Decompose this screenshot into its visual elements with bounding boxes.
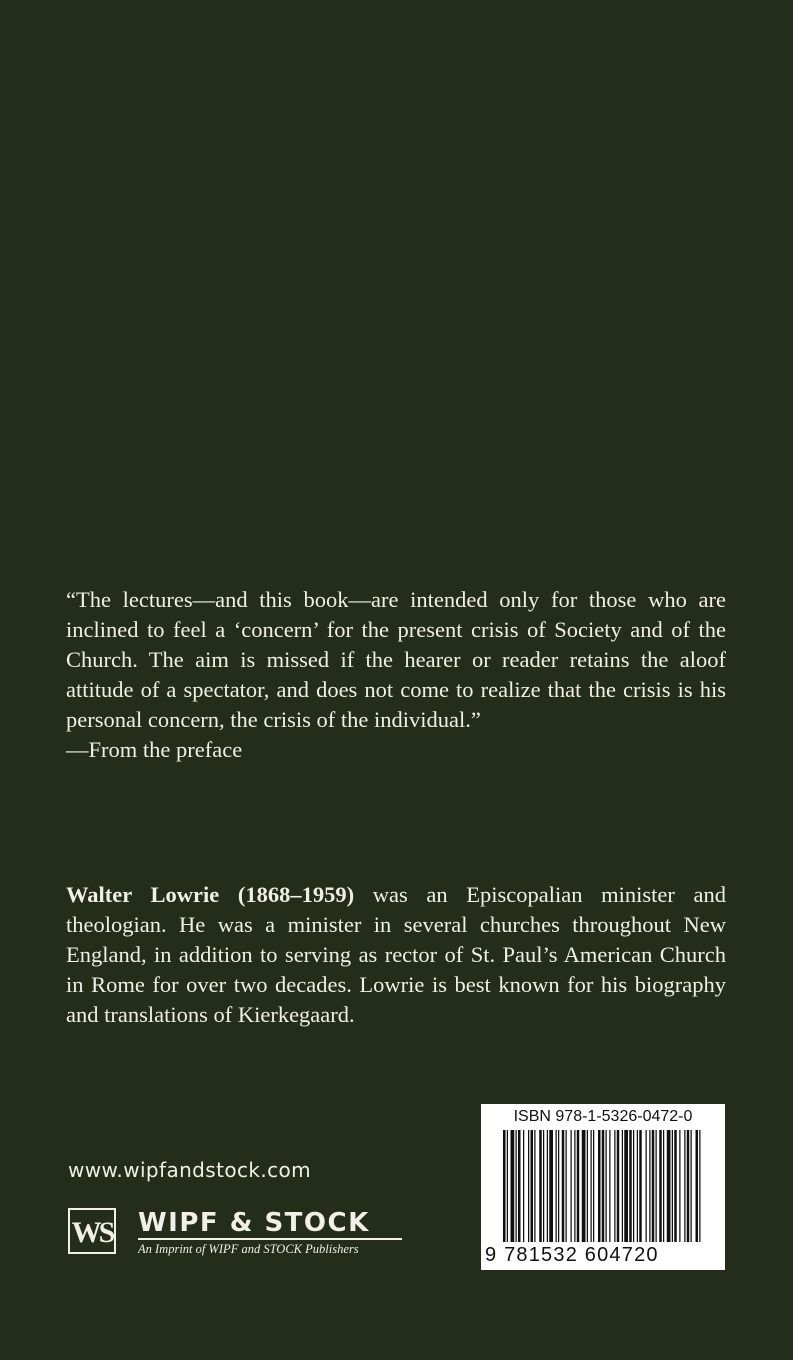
barcode-bar — [659, 1130, 662, 1242]
barcode-bar — [574, 1130, 575, 1242]
publisher-name: WIPF & STOCK — [138, 1208, 370, 1238]
barcode-bar — [652, 1130, 655, 1242]
barcode-bar — [558, 1130, 559, 1242]
barcode-bar — [566, 1130, 567, 1242]
barcode-bar — [624, 1130, 628, 1242]
barcode-bar — [539, 1130, 542, 1242]
publisher-tagline: An Imprint of WIPF and STOCK Publishers — [138, 1242, 359, 1256]
preface-quote — [66, 585, 726, 735]
barcode-bar — [663, 1130, 664, 1242]
barcode-bar — [684, 1130, 685, 1242]
barcode-bar — [687, 1130, 690, 1242]
quote-attribution: —From the preface — [66, 737, 243, 762]
barcode-bar — [629, 1130, 632, 1242]
barcode-bar — [633, 1130, 634, 1242]
barcode-bar — [547, 1130, 548, 1242]
barcode-bar — [699, 1130, 700, 1242]
barcode-bar — [614, 1130, 615, 1242]
barcode-bar — [516, 1130, 517, 1242]
quote-text: “The lectures—and this book—are intended only for those who are inclined to feel a ‘concern’ for the present crisis of Society and of the Church. The aim is missed if the hearer or reader retains the aloof attitude of a spectator, and does not come to realize that the crisis is his personal concern, the crisis of the individual.” — [66, 587, 726, 732]
barcode-bar — [622, 1130, 623, 1242]
barcode-bar — [562, 1130, 565, 1242]
barcode-bar — [617, 1130, 620, 1242]
barcode-bar — [507, 1130, 508, 1242]
isbn-label: ISBN 978-1-5326-0472-0 — [513, 1108, 693, 1125]
barcode-bar — [591, 1130, 592, 1242]
ws-logo-icon — [68, 1208, 116, 1254]
barcode-bar — [609, 1130, 610, 1242]
barcode-bar — [674, 1130, 677, 1242]
publisher-website[interactable]: www.wipfandstock.com — [68, 1158, 312, 1182]
barcode-bar — [531, 1130, 534, 1242]
barcode-digits: 9 781532 604720 — [485, 1244, 659, 1266]
barcode-bar — [511, 1130, 515, 1242]
bio-text: was an Episcopalian minister and theologian. He was a minister in several churches throughout New England, in addition to serving as rector of St. Paul’s American Church in Rome for over two decades. Lowrie is best known for his biography and translations of Kierkegaard. — [66, 882, 726, 1027]
barcode-bar — [571, 1130, 572, 1242]
barcode-bars — [499, 1130, 707, 1242]
barcode-bar — [656, 1130, 657, 1242]
barcode-bar — [637, 1130, 638, 1242]
barcode-bar — [534, 1130, 535, 1242]
barcode-bar — [639, 1130, 642, 1242]
barcode-bar — [667, 1130, 671, 1242]
barcode-bar — [587, 1130, 588, 1242]
barcode-bar — [606, 1130, 607, 1242]
barcode-bar — [582, 1130, 586, 1242]
isbn-barcode — [481, 1104, 725, 1270]
barcode-bar — [528, 1130, 529, 1242]
barcode-bar — [672, 1130, 673, 1242]
barcode-bar — [523, 1130, 524, 1242]
publisher-divider — [138, 1238, 402, 1240]
barcode-bar — [593, 1130, 594, 1242]
barcode-bar — [679, 1130, 680, 1242]
author-bio — [66, 880, 726, 1030]
barcode-bar — [549, 1130, 553, 1242]
barcode-bar — [691, 1130, 692, 1242]
barcode-bar — [556, 1130, 557, 1242]
barcode-bar — [598, 1130, 601, 1242]
barcode-bar — [577, 1130, 580, 1242]
barcode-bar — [646, 1130, 647, 1242]
author-name: Walter Lowrie (1868–1959) — [66, 882, 355, 907]
barcode-bar — [518, 1130, 521, 1242]
barcode-bar — [649, 1130, 650, 1242]
barcode-bar — [602, 1130, 605, 1242]
barcode-bar — [503, 1130, 506, 1242]
logo-letters: WS — [71, 1216, 113, 1249]
barcode-bar — [696, 1130, 699, 1242]
barcode-bar — [543, 1130, 544, 1242]
